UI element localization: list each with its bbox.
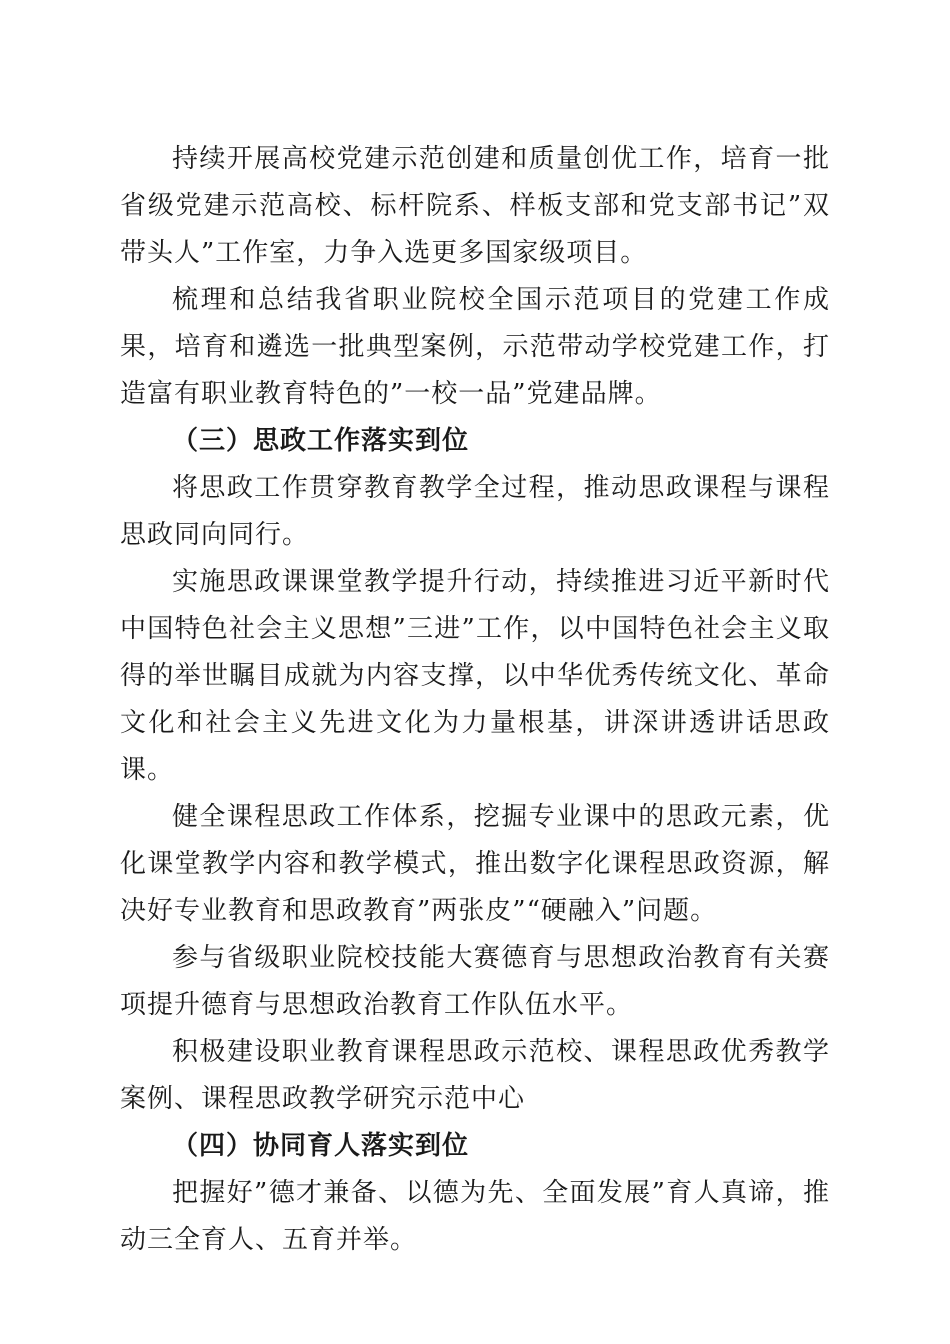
paragraph-curriculum-system: 健全课程思政工作体系，挖掘专业课中的思政元素，优化课堂教学内容和教学模式，推出数字化课程思政资源，解决好专业教育和思政教育”两张皮”“硬融入”问题。 <box>120 802 830 926</box>
document-page <box>120 136 830 1264</box>
paragraph-skills-competition: 参与省级职业院校技能大赛德育与思想政治教育有关赛项提升德育与思想政治教育工作队伍水平。 <box>120 943 830 1020</box>
section-heading-3: （三）思政工作落实到位 <box>172 426 470 456</box>
paragraph-collaborative-education: 把握好”德才兼备、以德为先、全面发展”育人真谛，推动三全育人、五育并举。 <box>120 1178 830 1255</box>
paragraph-classroom-improvement: 实施思政课课堂教学提升行动，持续推进习近平新时代中国特色社会主义思想”三进”工作，以中国特色社会主义取得的举世瞩目成就为内容支撑，以中华优秀传统文化、革命文化和社会主义先进文化为力量根基，讲深讲透讲话思政课。 <box>120 567 830 785</box>
paragraph-demo-schools: 积极建设职业教育课程思政示范校、课程思政优秀教学案例、课程思政教学研究示范中心 <box>120 1037 830 1114</box>
paragraph-typical-cases: 梳理和总结我省职业院校全国示范项目的党建工作成果，培育和遴选一批典型案例，示范带动学校党建工作，打造富有职业教育特色的”一校一品”党建品牌。 <box>120 285 830 409</box>
paragraph-party-building-demo: 持续开展高校党建示范创建和质量创优工作，培育一批省级党建示范高校、标杆院系、样板支部和党支部书记”双带头人”工作室，力争入选更多国家级项目。 <box>120 144 830 268</box>
paragraph-ideological-whole-process: 将思政工作贯穿教育教学全过程，推动思政课程与课程思政同向同行。 <box>120 473 830 550</box>
section-heading-4: （四）协同育人落实到位 <box>172 1131 470 1161</box>
